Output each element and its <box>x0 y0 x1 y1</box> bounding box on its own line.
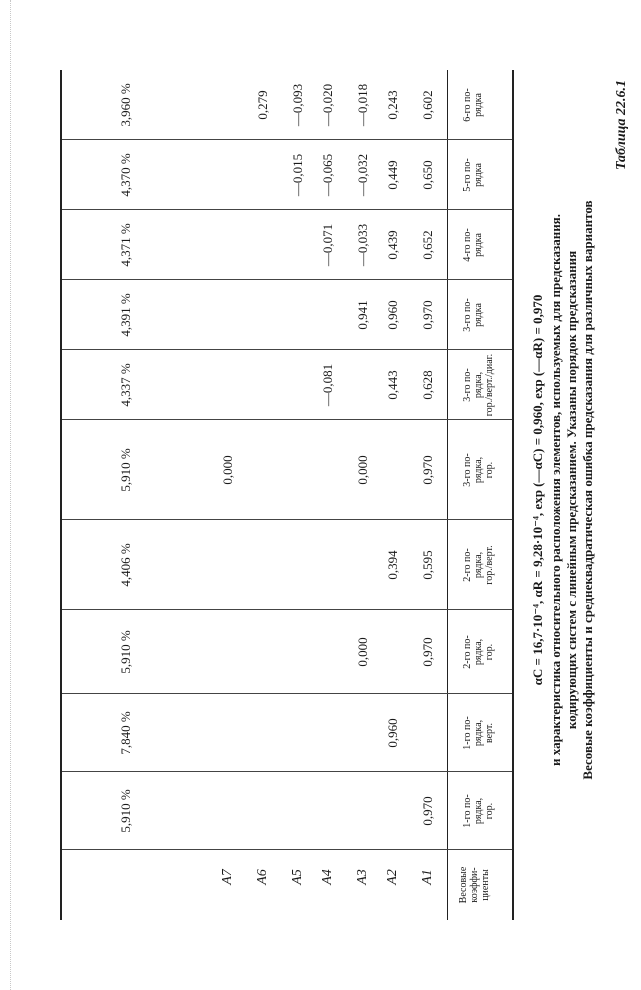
table-cell: 0,449 <box>385 160 400 190</box>
column-header <box>462 70 484 140</box>
header-line: 3-го по- <box>462 368 473 402</box>
table-cell: —0,018 <box>355 83 370 127</box>
table-cell: —0,093 <box>290 83 305 127</box>
row-label: A7 <box>220 869 235 885</box>
table-cell: 0,443 <box>385 370 400 400</box>
error-cell: 4,406 % <box>118 543 133 587</box>
header-line: 2-го по- <box>462 548 473 582</box>
table-cell: 0,650 <box>420 160 435 190</box>
column-header <box>462 520 495 610</box>
header-line: 2-го по- <box>462 635 473 669</box>
header-line: рядка <box>473 93 484 117</box>
table-top-rule <box>512 70 514 920</box>
table-bottom-rule <box>60 70 62 920</box>
table-cell: 0,960 <box>385 718 400 748</box>
header-line: гор. <box>484 461 495 479</box>
header-line: гор./верт./диаг. <box>484 353 495 417</box>
title-line-1: Весовые коэффициенты и среднеквадратическая ошибка предсказания для различных вариантов <box>580 200 595 780</box>
error-cell: 3,960 % <box>118 83 133 127</box>
header-coefficients <box>458 850 491 920</box>
header-line: 5-го по- <box>462 158 473 192</box>
error-cell: 4,391 % <box>118 293 133 337</box>
header-line: рядка, <box>473 456 484 484</box>
title-line-2: кодирующих систем с линейным предсказанием. Указаны порядок предсказания <box>564 250 579 730</box>
row-label: A1 <box>420 869 435 885</box>
row-label: A6 <box>255 869 270 885</box>
table-cell: 0,970 <box>420 637 435 667</box>
header-line: рядка, <box>473 551 484 579</box>
header-line: гор. <box>484 802 495 820</box>
header-line: рядка, <box>473 638 484 666</box>
header-line: 1-го по- <box>462 794 473 828</box>
header-line: коэффи- <box>469 867 480 903</box>
table-cell: 0,602 <box>420 90 435 120</box>
table-cell: —0,015 <box>290 153 305 197</box>
table-cell: —0,071 <box>320 223 335 267</box>
error-cell: 5,910 % <box>118 630 133 674</box>
column-header <box>462 140 484 210</box>
column-header <box>462 210 484 280</box>
header-line: 3-го по- <box>462 453 473 487</box>
error-cell: 4,370 % <box>118 153 133 197</box>
header-rule <box>447 70 448 920</box>
header-line: Весовые <box>458 866 469 904</box>
header-line: рядка, <box>473 797 484 825</box>
table-cell: 0,243 <box>385 90 400 120</box>
column-header <box>462 420 495 520</box>
header-line: гор. <box>484 643 495 661</box>
column-header <box>462 350 495 420</box>
row-label: A2 <box>385 869 400 885</box>
table-cell: 0,595 <box>420 550 435 580</box>
title-line-3: и характеристика относительного расположения элементов, используемых для предсказания. <box>548 214 563 766</box>
header-line: 6-го по- <box>462 88 473 122</box>
table-cell: 0,970 <box>420 300 435 330</box>
error-cell: 5,910 % <box>118 789 133 833</box>
row-label: A3 <box>355 869 370 885</box>
error-cell: 5,910 % <box>118 448 133 492</box>
error-cell: 4,337 % <box>118 363 133 407</box>
column-header <box>462 610 495 694</box>
header-line: рядка, <box>473 371 484 399</box>
table-cell: 0,000 <box>355 637 370 667</box>
error-cell: 4,371 % <box>118 223 133 267</box>
header-line: 4-го по- <box>462 228 473 262</box>
table-caption: Таблица 22.6.1 <box>614 80 629 170</box>
table-cell: —0,065 <box>320 153 335 197</box>
header-line: циенты <box>480 869 491 901</box>
table-cell: 0,279 <box>255 90 270 120</box>
table-cell: —0,032 <box>355 153 370 197</box>
header-line: гор./верт. <box>484 545 495 585</box>
formula-line: αC = 16,7·10⁻⁴, αR = 9,28·10⁻⁴, exp (—αC) = 0,960, exp (—αR) = 0,970 <box>530 294 545 686</box>
column-header <box>462 280 484 350</box>
header-line: 1-го по- <box>462 716 473 750</box>
table-cell: —0,020 <box>320 83 335 127</box>
header-line: рядка <box>473 303 484 327</box>
header-line: рядка <box>473 163 484 187</box>
table-cell: —0,033 <box>355 223 370 267</box>
row-label: A4 <box>320 869 335 885</box>
table-cell: 0,960 <box>385 300 400 330</box>
table-cell: 0,970 <box>420 455 435 485</box>
header-line: рядка, <box>473 719 484 747</box>
table-cell: 0,000 <box>355 455 370 485</box>
column-header <box>462 772 495 850</box>
table-cell: 0,000 <box>220 455 235 485</box>
header-line: верт. <box>484 722 495 744</box>
table-cell: —0,081 <box>320 363 335 407</box>
table-cell: 0,394 <box>385 550 400 580</box>
table-cell: 0,652 <box>420 230 435 260</box>
column-header <box>462 694 495 772</box>
table-cell: 0,439 <box>385 230 400 260</box>
header-line: 3-го по- <box>462 298 473 332</box>
error-cell: 7,840 % <box>118 711 133 755</box>
table-cell: 0,970 <box>420 796 435 826</box>
header-line: рядка <box>473 233 484 257</box>
table-cell: 0,941 <box>355 300 370 330</box>
table-cell: 0,628 <box>420 370 435 400</box>
row-label: A5 <box>290 869 305 885</box>
